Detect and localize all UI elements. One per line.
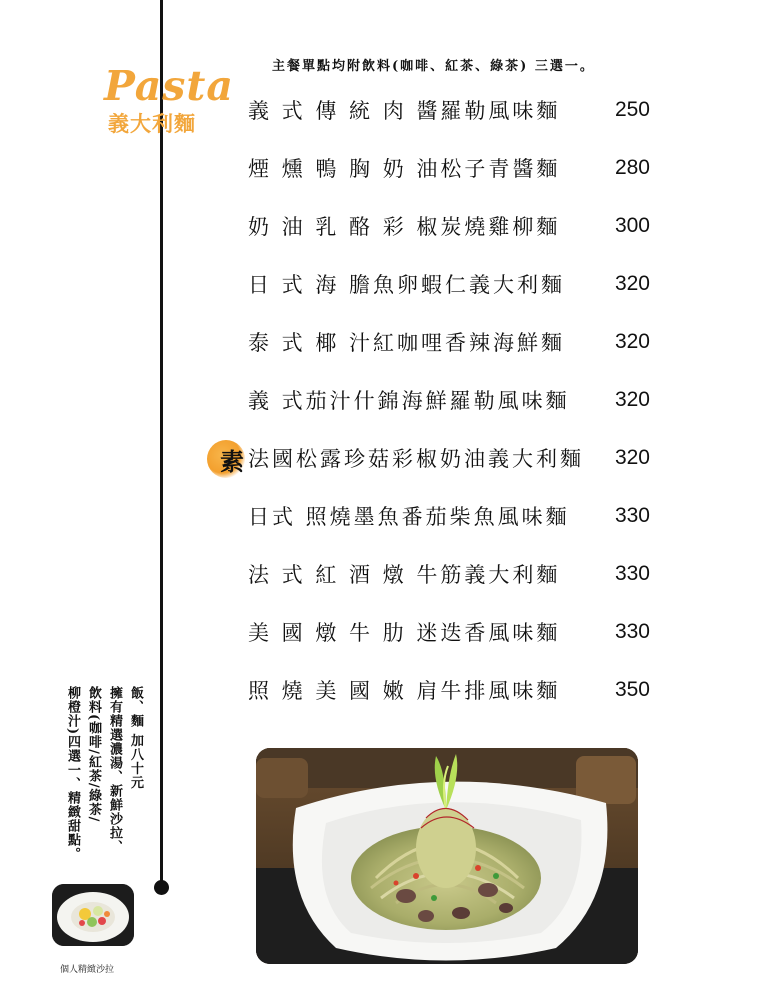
menu-item <box>248 206 650 246</box>
menu-item <box>248 612 650 652</box>
menu-item-name: 法 式 紅 酒 燉 牛筋義大利麵 <box>248 563 561 587</box>
menu-item <box>248 90 650 130</box>
menu-item-name: 美 國 燉 牛 肋 迷迭香風味麵 <box>248 621 561 645</box>
pasta-illustration <box>256 748 638 964</box>
menu-item <box>248 554 650 594</box>
menu-item <box>248 322 650 362</box>
menu-item-price: 320 <box>614 388 650 411</box>
menu-item-price: 300 <box>614 214 650 237</box>
menu-item <box>248 148 650 188</box>
set-meal-note-line: 飲料(咖啡/紅茶/綠茶/ <box>86 686 101 823</box>
drink-notice: 主餐單點均附飲料(咖啡、紅茶、綠茶) 三選一。 <box>272 59 595 74</box>
set-meal-note-line: 飯、麵 加八十元 <box>128 686 143 790</box>
section-title-en: Pasta <box>104 62 234 110</box>
menu-item <box>248 438 650 478</box>
menu-item-price: 250 <box>614 98 650 121</box>
set-meal-note-line: 擁有精選濃湯、新鮮沙拉、 <box>107 686 122 854</box>
menu-item-name: 義 式 傳 統 肉 醬羅勒風味麵 <box>248 99 561 123</box>
menu-item-price: 320 <box>614 272 650 295</box>
menu-item-price: 280 <box>614 156 650 179</box>
vegetarian-badge-label: 素 <box>220 447 244 476</box>
menu-item-name: 煙 燻 鴨 胸 奶 油松子青醬麵 <box>248 157 561 181</box>
menu-item-price: 330 <box>614 620 650 643</box>
salad-illustration <box>52 884 134 946</box>
menu-item <box>248 670 650 710</box>
menu-item-price: 350 <box>614 678 650 701</box>
vegetarian-badge <box>207 440 245 478</box>
salad-caption: 個人精緻沙拉 <box>60 965 115 975</box>
set-meal-note-line: 柳橙汁)四選一、精緻甜點。 <box>65 686 80 862</box>
menu-item-price: 330 <box>614 504 650 527</box>
menu-item-name: 法國松露珍菇彩椒奶油義大利麵 <box>248 447 584 471</box>
menu-item-price: 330 <box>614 562 650 585</box>
set-meal-note <box>62 686 146 876</box>
section-title-zh: 義大利麵 <box>108 112 196 136</box>
menu-item-name: 奶 油 乳 酪 彩 椒炭燒雞柳麵 <box>248 215 561 239</box>
menu-item <box>248 496 650 536</box>
menu-item <box>248 264 650 304</box>
menu-item-name: 照 燒 美 國 嫩 肩牛排風味麵 <box>248 679 561 703</box>
menu-item-name: 泰 式 椰 汁紅咖哩香辣海鮮麵 <box>248 331 566 355</box>
salad-photo <box>52 884 134 946</box>
menu-item-price: 320 <box>614 330 650 353</box>
divider-end-dot <box>154 880 169 895</box>
pasta-dish-photo <box>256 748 638 964</box>
menu-item-name: 日 式 海 膽魚卵蝦仁義大利麵 <box>248 273 566 297</box>
menu-item-name: 義 式茄汁什錦海鮮羅勒風味麵 <box>248 389 570 413</box>
menu-item-name: 日式 照燒墨魚番茄柴魚風味麵 <box>248 505 570 529</box>
menu-item <box>248 380 650 420</box>
menu-item-price: 320 <box>614 446 650 469</box>
